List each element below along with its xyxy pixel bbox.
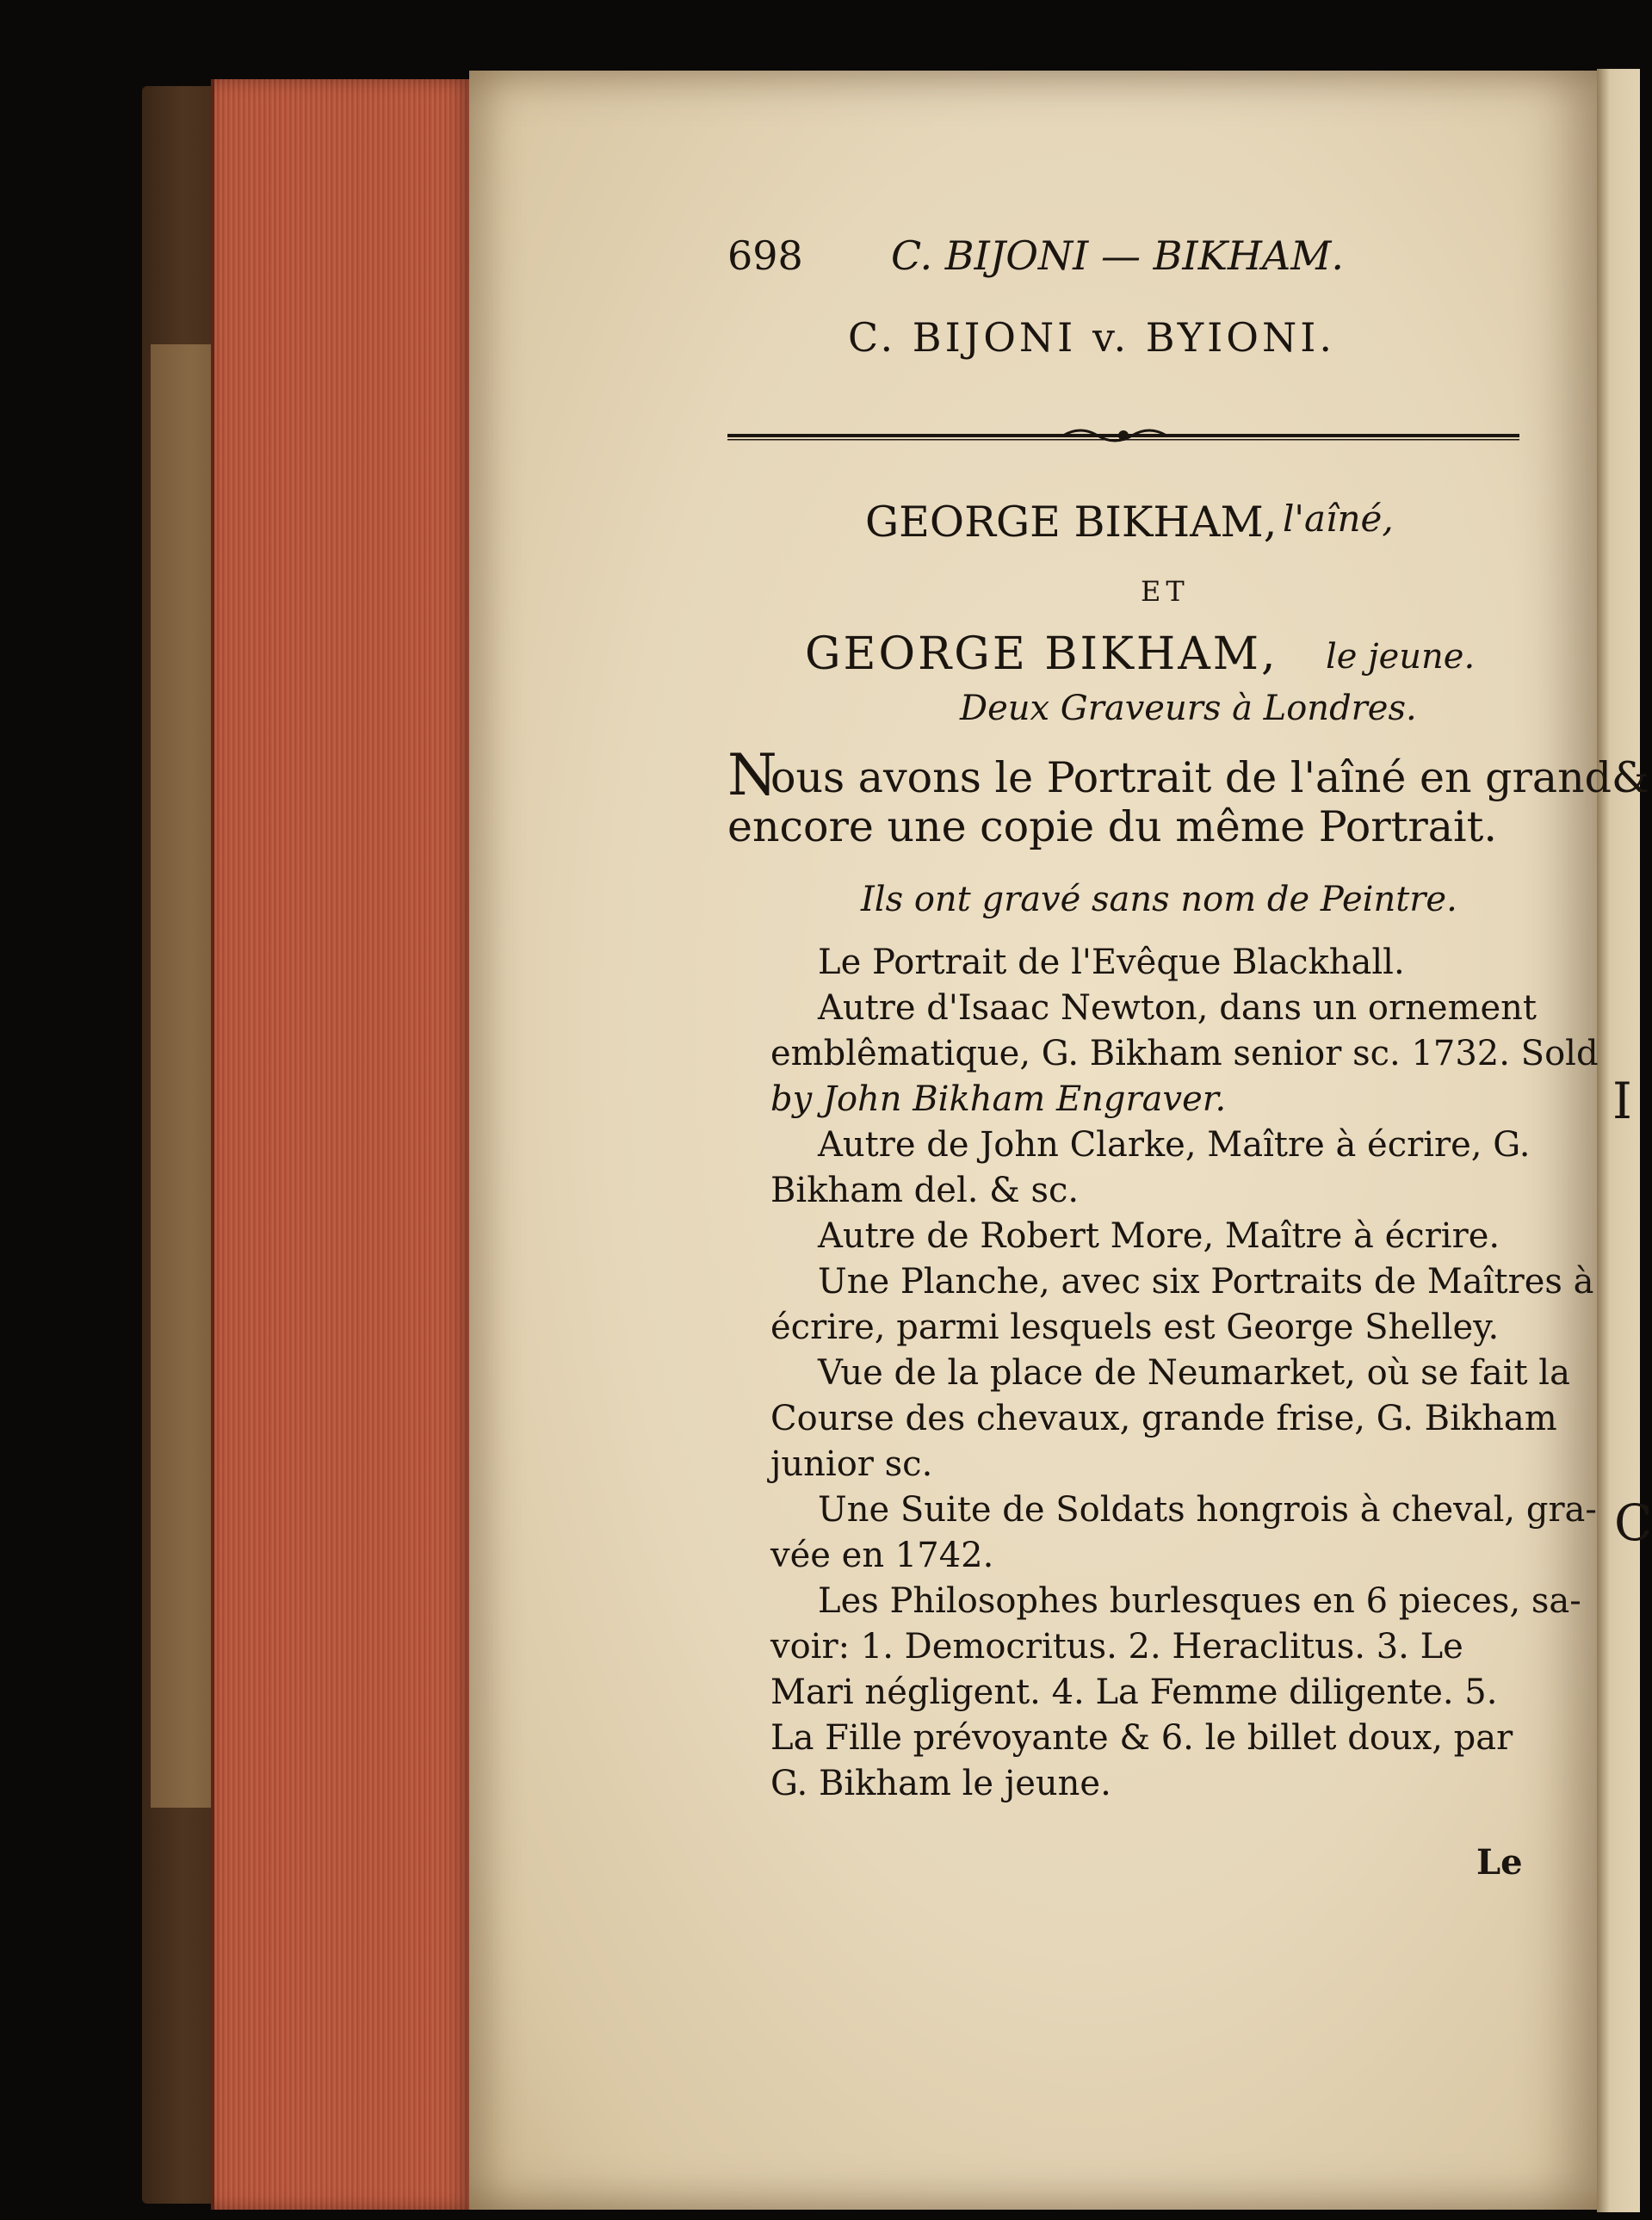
entry-line: Course des chevaux, grande frise, G. Bikham xyxy=(770,1399,1557,1438)
heading-name-younger: GEORGE BIKHAM, xyxy=(805,628,1278,680)
entry-line: La Fille prévoyante & 6. le billet doux, par xyxy=(770,1718,1513,1758)
facing-page-fragment: C xyxy=(1614,1493,1652,1552)
heading-suffix-elder: l'aîné, xyxy=(1283,498,1394,540)
heading-subtitle: Deux Graveurs à Londres. xyxy=(960,689,1417,728)
entry-line: voir: 1. Democritus. 2. Heraclitus. 3. Le xyxy=(770,1627,1463,1667)
entry-line: emblêmatique, G. Bikham senior sc. 1732. Sold xyxy=(770,1034,1599,1073)
entry-line: Le Portrait de l'Evêque Blackhall. xyxy=(818,943,1405,982)
running-head-title: C. BIJONI — BIKHAM. xyxy=(891,232,1344,279)
entry-line: by John Bikham Engraver. xyxy=(770,1079,1227,1119)
entry-line: Autre de Robert More, Maître à écrire. xyxy=(818,1216,1500,1256)
entry-line: vée en 1742. xyxy=(770,1536,994,1575)
red-page-edges xyxy=(211,79,478,2210)
entry-line: Une Suite de Soldats hongrois à cheval, gra- xyxy=(818,1490,1597,1530)
entry-line: Vue de la place de Neumarket, où se fait la xyxy=(818,1353,1570,1393)
section-title: Ils ont gravé sans nom de Peintre. xyxy=(861,880,1457,919)
heading-suffix-younger: le jeune. xyxy=(1326,637,1476,677)
catchword: Le xyxy=(1476,1842,1523,1883)
entry-line: Autre d'Isaac Newton, dans un ornement xyxy=(818,988,1537,1028)
facing-page-edge xyxy=(1597,69,1652,2212)
intro-line: encore une copie du même Portrait. xyxy=(727,802,1497,851)
heading-connector: ET xyxy=(1141,575,1190,608)
entry-line: Bikham del. & sc. xyxy=(770,1171,1080,1210)
entry-line: Les Philosophes burlesques en 6 pieces, sa- xyxy=(818,1581,1581,1621)
entry-line: écrire, parmi lesquels est George Shelley. xyxy=(770,1308,1500,1347)
ornamental-rule xyxy=(727,426,1519,445)
entry-line: junior sc. xyxy=(770,1444,933,1484)
entry-line: Autre de John Clarke, Maître à écrire, G. xyxy=(818,1125,1531,1165)
entry-line: Une Planche, avec six Portraits de Maîtres à xyxy=(818,1262,1594,1302)
drop-initial: N xyxy=(727,742,777,808)
intro-line: ous avons le Portrait de l'aîné en grand& xyxy=(770,753,1649,802)
page-number: 698 xyxy=(727,232,803,279)
heading-name-elder: GEORGE BIKHAM, xyxy=(865,498,1278,547)
entry-line: G. Bikham le jeune. xyxy=(770,1764,1111,1803)
entry-line: Mari négligent. 4. La Femme diligente. 5. xyxy=(770,1673,1498,1712)
cross-reference: C. BIJONI v. BYIONI. xyxy=(848,314,1336,361)
facing-page-fragment: I xyxy=(1612,1072,1632,1130)
